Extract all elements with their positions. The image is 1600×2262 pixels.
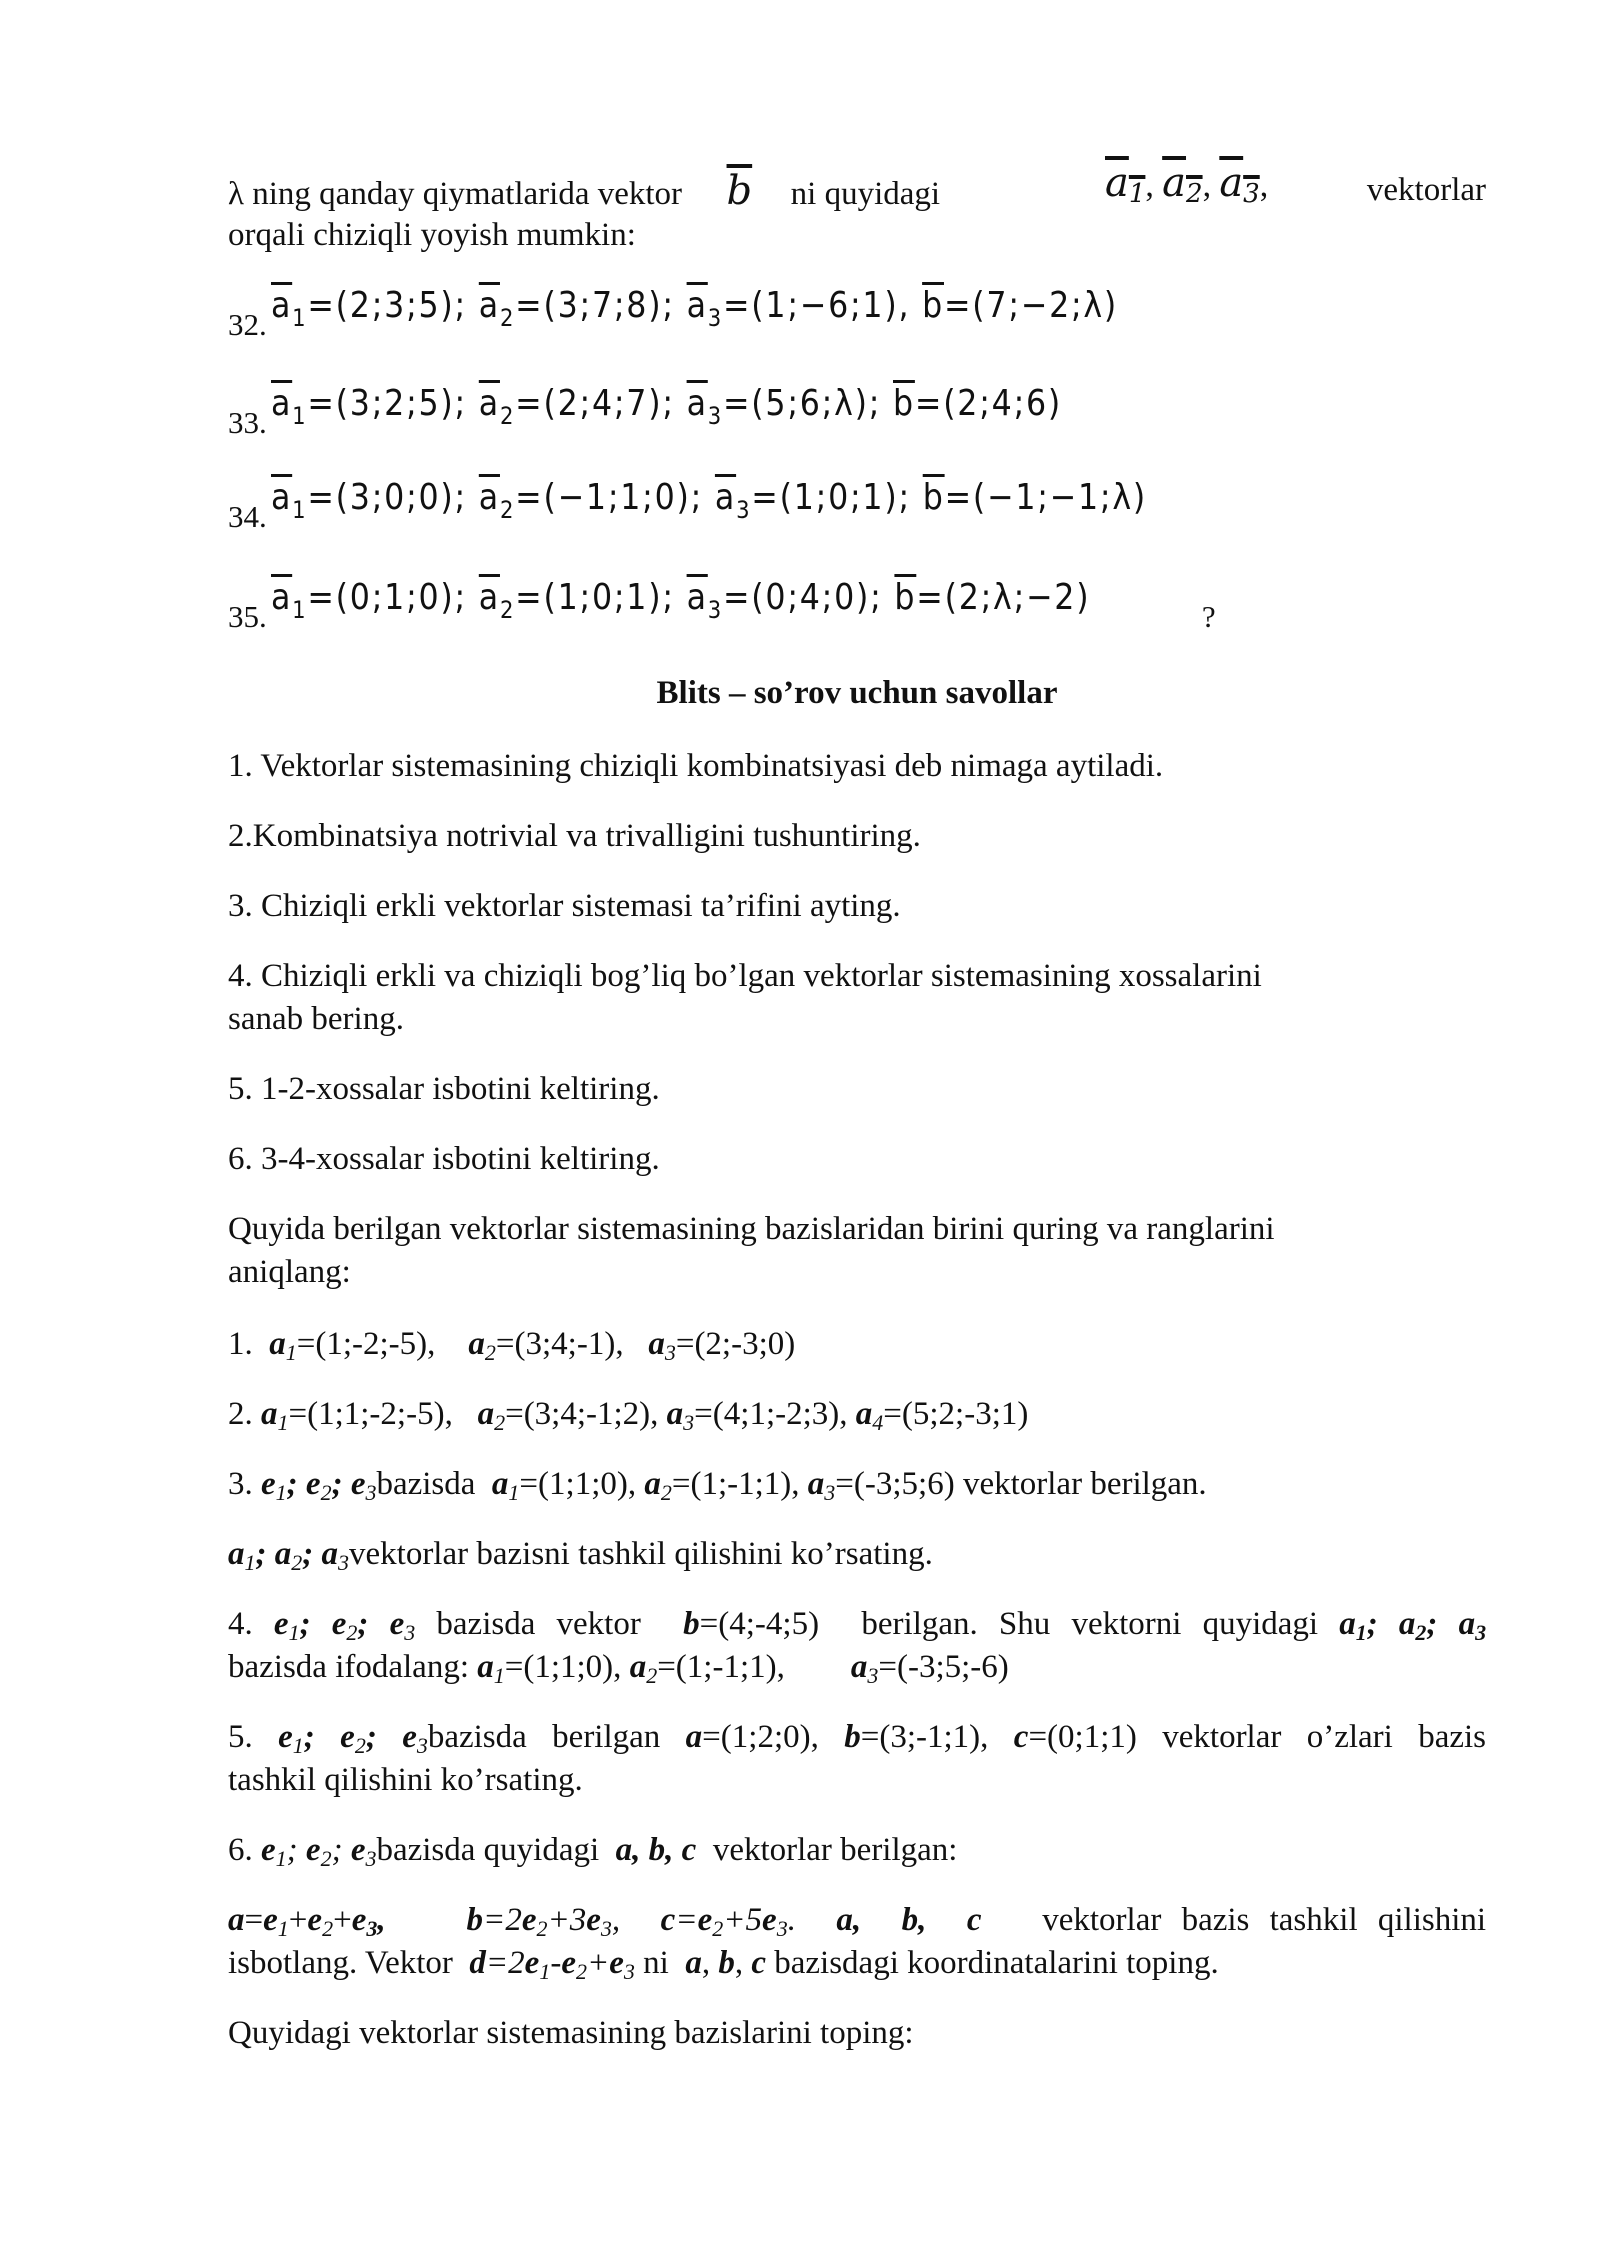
task-6-line-2: a=e1+e2+e3, b=2e2+3e3, c=e2+5e3. a, b, c vektorlar bazis tashkil qilishini <box>228 1902 1487 1941</box>
task-5-line-2: tashkil qilishini ko’rsating. <box>228 1762 583 1798</box>
task-6-line-3: isbotlang. Vektor d=2e1-e2+e3 ni a, b, c bazisdagi koordinatalarini toping. <box>228 1945 1219 1984</box>
section-heading: Blits – so’rov uchun savollar <box>656 675 1058 711</box>
task-intro-line-2: aniqlang: <box>228 1254 351 1290</box>
task-3: 3. e1; e2; e3bazisda a1=(1;1;0), a2=(1;-1;1), a3=(-3;5;6) vektorlar berilgan. <box>228 1466 1207 1505</box>
task-4-line-1: 4. e1; e2; e3 bazisda vektor b=(4;-4;5) berilgan. Shu vektorni quyidagi a1; a2; a3 <box>228 1606 1487 1645</box>
question-4-line-1: 4. Chiziqli erkli va chiziqli bog’liq bo’lgan vektorlar sistemasining xossalarini <box>228 958 1262 994</box>
problem-number: 32. <box>228 307 267 342</box>
problem-number: 34. <box>228 499 267 534</box>
problem-formula: $\overline{a}_1=(0;1;0)$; $\overline{a}_2=(1;0;1)$; $\overline{a}_3=(0;4;0)$; $\overline{b}=(2;\lambda;-2)$ <box>270 577 1091 624</box>
question-6: 6. 3-4-xossalar isbotini keltiring. <box>228 1141 660 1177</box>
problem-32 <box>228 285 1233 342</box>
question-3: 3. Chiziqli erkli vektorlar sistemasi ta’rifini ayting. <box>228 888 901 924</box>
task-5-line-1: 5. e1; e2; e3bazisda berilgan a=(1;2;0), b=(3;-1;1), c=(0;1;1) vektorlar o’zlari bazis <box>228 1719 1487 1758</box>
question-1: 1. Vektorlar sistemasining chiziqli kombinatsiyasi deb nimaga aytiladi. <box>228 748 1164 784</box>
problem-number: 35. <box>228 599 267 634</box>
question-4-line-2: sanab bering. <box>228 1001 404 1037</box>
task-2: 2. a1=(1;1;-2;-5), a2=(3;4;-1;2), a3=(4;1;-2;3), a4=(5;2;-3;1) <box>228 1396 1029 1435</box>
task-4-line-2: bazisda ifodalang: a1=(1;1;0), a2=(1;-1;1), a3=(-3;5;-6) <box>228 1649 1009 1688</box>
vector-a1-symbol: a1 <box>1105 160 1146 209</box>
task-1: 1. a1=(1;-2;-5), a2=(3;4;-1), a3=(2;-3;0) <box>228 1326 796 1365</box>
problem-number: 33. <box>228 405 267 440</box>
problem-formula: $\overline{a}_1=(3;2;5)$; $\overline{a}_2=(2;4;7)$; $\overline{a}_3=(5;6;\lambda)$; $\overline{b}=(2;4;6)$ <box>270 383 1062 430</box>
intro-line-2: orqali chiziqli yoyish mumkin: <box>228 217 636 253</box>
intro-text-end: vektorlar <box>1366 172 1486 208</box>
problem-34 <box>228 477 1266 534</box>
problem-formula: $\overline{a}_1=(2;3;5)$; $\overline{a}_2=(3;7;8)$; $\overline{a}_3=(1;-6;1)$, $\overline{b}=(7;-2;\lambda)$ <box>270 285 1118 332</box>
problem-33 <box>228 383 1170 440</box>
intro-text-mid: ni quyidagi <box>790 176 941 212</box>
vector-b-symbol: $\overline{b}$ <box>726 168 753 214</box>
vector-a2-symbol: a2 <box>1162 160 1203 209</box>
question-2: 2.Kombinatsiya notrivial va trivalligini tushuntiring. <box>228 818 921 854</box>
intro-line-1 <box>228 170 940 216</box>
final-instruction: Quyidagi vektorlar sistemasining bazislarini toping: <box>228 2015 914 2051</box>
intro-vector-list: a1, a2, a3, <box>1105 160 1269 209</box>
problem-35: 35. $\overline{a}_1=(0;1;0)$; $\overline{a}_2=(1;0;1)$; $\overline{a}_3=(0;4;0)$; $\overline{b}=(2;\lambda;-2)$ ? <box>228 577 1216 634</box>
problem-formula: $\overline{a}_1=(3;0;0)$; $\overline{a}_2=(-1;1;0)$; $\overline{a}_3=(1;0;1)$; $\overline{b}=(-1;-1;\lambda)$ <box>270 477 1147 524</box>
task-intro-line-1: Quyida berilgan vektorlar sistemasining bazislaridan birini quring va ranglarini <box>228 1211 1275 1247</box>
vector-a3-symbol: a3 <box>1219 160 1260 209</box>
task-6: 6. e1; e2; e3bazisda quyidagi a, b, c vektorlar berilgan: <box>228 1832 958 1871</box>
task-3-line-2: a1; a2; a3vektorlar bazisni tashkil qilishini ko’rsating. <box>228 1536 933 1575</box>
intro-text-start: λ ning qanday qiymatlarida vektor <box>228 176 683 212</box>
question-5: 5. 1-2-xossalar isbotini keltiring. <box>228 1071 660 1107</box>
